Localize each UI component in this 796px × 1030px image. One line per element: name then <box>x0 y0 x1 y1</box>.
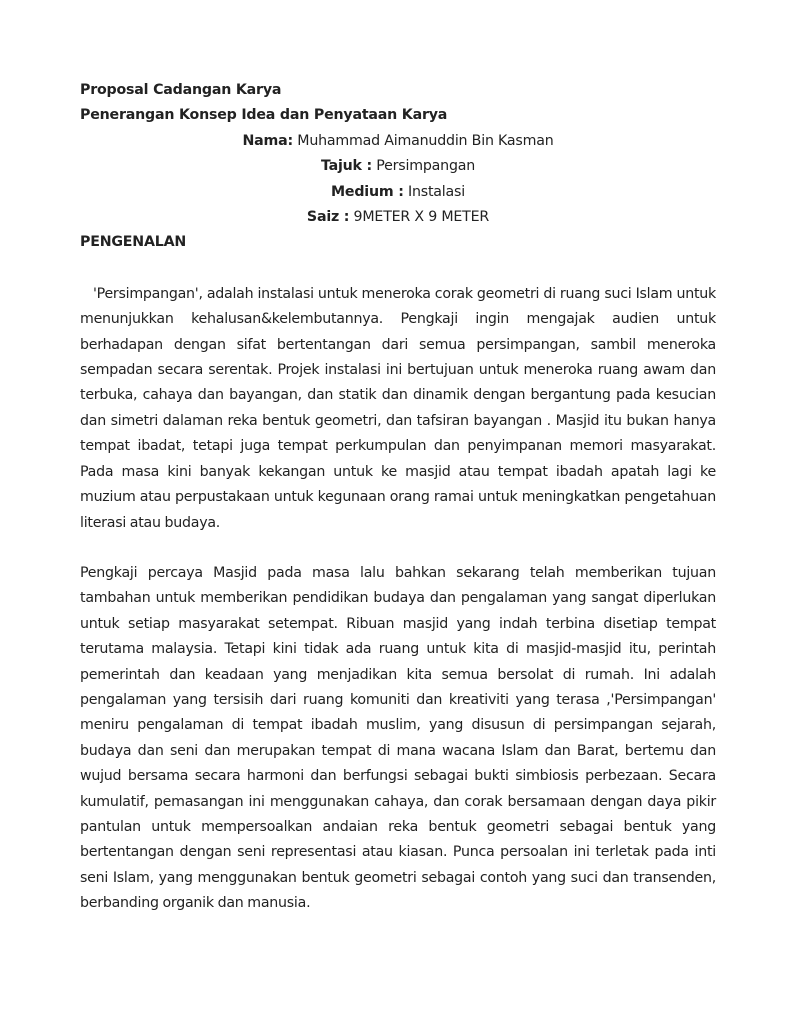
tajuk-value: Persimpangan <box>371 158 476 175</box>
meta-saiz <box>80 205 716 230</box>
medium-value: Instalasi <box>403 183 465 200</box>
paragraph-1: 'Persimpangan', adalah instalasi untuk meneroka corak geometri di ruang suci Islam untuk menunjukkan kehalusan&kelembutannya. Pengkaji ingin mengajak audien untuk berhadapan dengan sifat bertentangan dari semua persimpangan, sambil meneroka sempadan secara serentak. Projek instalasi ini bertujuan untuk meneroka ruang awam dan terbuka, cahaya dan bayangan, dan statik dan dinamik dengan bergantung pada kesucian dan simetri dalaman reka bentuk geometri, dan tafsiran bayangan . Masjid itu bukan hanya tempat ibadat, tetapi juga tempat perkumpulan dan penyimpanan memori masyarakat. Pada masa kini banyak kekangan untuk ke masjid atau tempat ibadah apatah lagi ke muzium atau perpustakaan untuk kegunaan orang ramai untuk meningkatkan pengetahuan literasi atau budaya. <box>80 285 716 531</box>
proposal-title: Proposal Cadangan Karya <box>80 82 282 98</box>
section-heading-pengenalan: PENGENALAN <box>80 234 187 251</box>
paragraph-2: Pengkaji percaya Masjid pada masa lalu bahkan sekarang telah memberikan tujuan tambahan untuk memberikan pendidikan budaya dan pengalaman yang sangat diperlukan untuk setiap masyarakat setempat. Ribuan masjid yang indah terbina disetiap tempat terutama malaysia. Tetapi kini tidak ada ruang untuk kita di masjid-masjid itu, perintah pemerintah dan keadaan yang menjadikan kita semua bersolat di rumah. Ini adalah pengalaman yang tersisih dari ruang komuniti dan kreativiti yang terasa ,'Persimpangan' meniru pengalaman di tempat ibadah muslim, yang disusun di persimpangan sejarah, budaya dan seni dan merupakan tempat di mana wacana Islam dan Barat, bertemu dan wujud bersama secara harmoni dan berfungsi sebagai bukti simbiosis perbezaan. Secara kumulatif, pemasangan ini menggunakan cahaya, dan corak bersamaan dengan daya pikir pantulan untuk mempersoalkan andaian reka bentuk geometri sebagai bentuk yang bertentangan dengan seni representasi atau kiasan. Punca persoalan ini terletak pada inti seni Islam, yang menggunakan bentuk geometri sebagai contoh yang suci dan transenden, berbanding organik dan manusia. <box>80 564 716 912</box>
meta-tajuk <box>80 154 716 179</box>
heading-block <box>80 78 716 256</box>
proposal-subtitle: Penerangan Konsep Idea dan Penyataan Karya <box>80 107 448 124</box>
document-body <box>80 78 716 917</box>
nama-value: Muhammad Aimanuddin Bin Kasman <box>292 132 554 149</box>
meta-medium <box>80 180 716 205</box>
nama-label: Nama: <box>242 132 293 149</box>
meta-nama <box>80 129 716 154</box>
saiz-value: 9METER X 9 METER <box>349 209 490 226</box>
saiz-label: Saiz : <box>306 209 350 226</box>
tajuk-label: Tajuk : <box>320 158 372 175</box>
medium-label: Medium : <box>331 183 404 200</box>
